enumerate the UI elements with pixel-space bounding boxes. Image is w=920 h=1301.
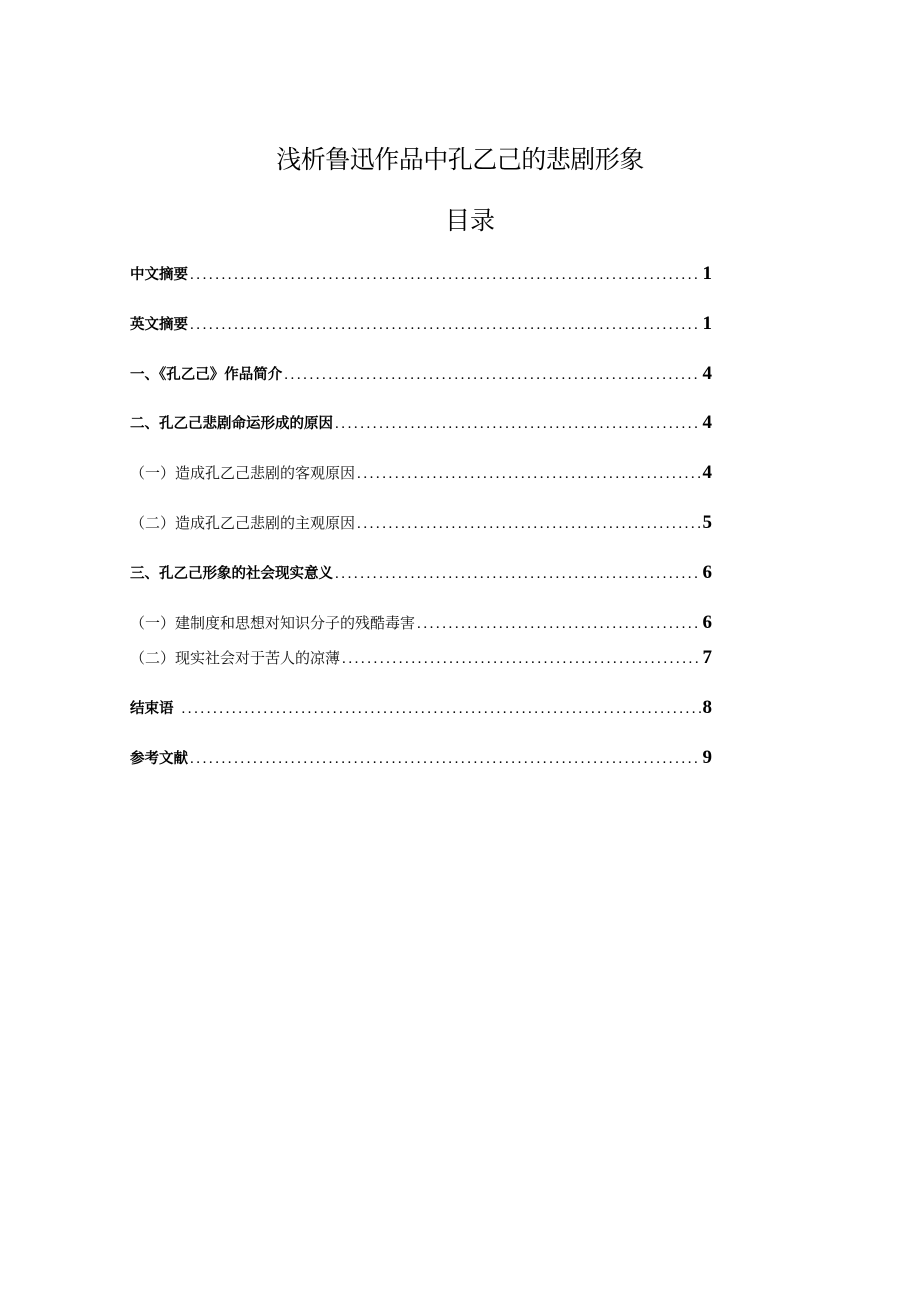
toc-entry-chinese-abstract[interactable]: [130, 262, 712, 286]
toc-dot-leader: [180, 697, 701, 721]
toc-dot-leader: [333, 412, 701, 436]
toc-dot-leader: [188, 263, 701, 287]
toc-entry-title: 参考文献: [130, 751, 188, 767]
toc-entry-title: （一）建制度和思想对知识分子的残酷毒害: [130, 614, 416, 632]
toc-entry-title: （一）造成孔乙己悲剧的客观原因: [130, 464, 356, 482]
toc-page-number: 7: [702, 647, 712, 668]
toc-entry-section-2-1[interactable]: [130, 461, 712, 485]
toc-entry-section-3[interactable]: [130, 561, 712, 585]
document-title: 浅析鲁迅作品中孔乙己的悲剧形象: [276, 145, 644, 174]
toc-dot-leader: [340, 647, 700, 671]
toc-entry-section-2-2[interactable]: [130, 511, 712, 535]
toc-page-number: 5: [702, 512, 712, 533]
toc-entry-title: 二、孔乙己悲剧命运形成的原因: [130, 416, 333, 432]
toc-entry-title: 三、孔乙己形象的社会现实意义: [130, 566, 333, 582]
toc-page-number: 6: [702, 562, 712, 583]
toc-dot-leader: [355, 462, 700, 486]
toc-entry-section-2[interactable]: [130, 411, 712, 435]
toc-entry-title: 中文摘要: [130, 267, 188, 283]
toc-entry-references[interactable]: [130, 746, 712, 770]
toc-dot-leader: [188, 313, 701, 337]
toc-entry-title: 英文摘要: [130, 317, 188, 333]
toc-dot-leader: [355, 512, 700, 536]
toc-dot-leader: [415, 612, 700, 636]
toc-entry-title: （二）现实社会对于苦人的凉薄: [130, 649, 341, 667]
toc-heading: 目录: [444, 206, 495, 235]
toc-page-number: 4: [702, 412, 712, 433]
toc-entry-section-3-2[interactable]: [130, 646, 712, 670]
toc-page-number: 6: [702, 612, 712, 633]
toc-page-number: 4: [702, 363, 712, 384]
toc-page-number: 1: [702, 263, 712, 284]
toc-entry-section-3-1[interactable]: [130, 611, 712, 635]
toc-entry-title: （二）造成孔乙己悲剧的主观原因: [130, 514, 356, 532]
toc-dot-leader: [188, 747, 701, 771]
toc-entry-conclusion[interactable]: [130, 696, 712, 720]
toc-dot-leader: [282, 363, 700, 387]
toc-page-number: 9: [702, 747, 712, 768]
toc-entry-english-abstract[interactable]: [130, 312, 712, 336]
toc-entry-title: 一、《孔乙己》作品简介: [130, 367, 283, 383]
toc-page-number: 1: [702, 313, 712, 334]
toc-entry-title: 结束语: [130, 701, 174, 717]
toc-dot-leader: [333, 562, 701, 586]
toc-page-number: 4: [702, 462, 712, 483]
toc-page-number: 8: [702, 697, 712, 718]
toc-entry-section-1[interactable]: [130, 362, 712, 386]
